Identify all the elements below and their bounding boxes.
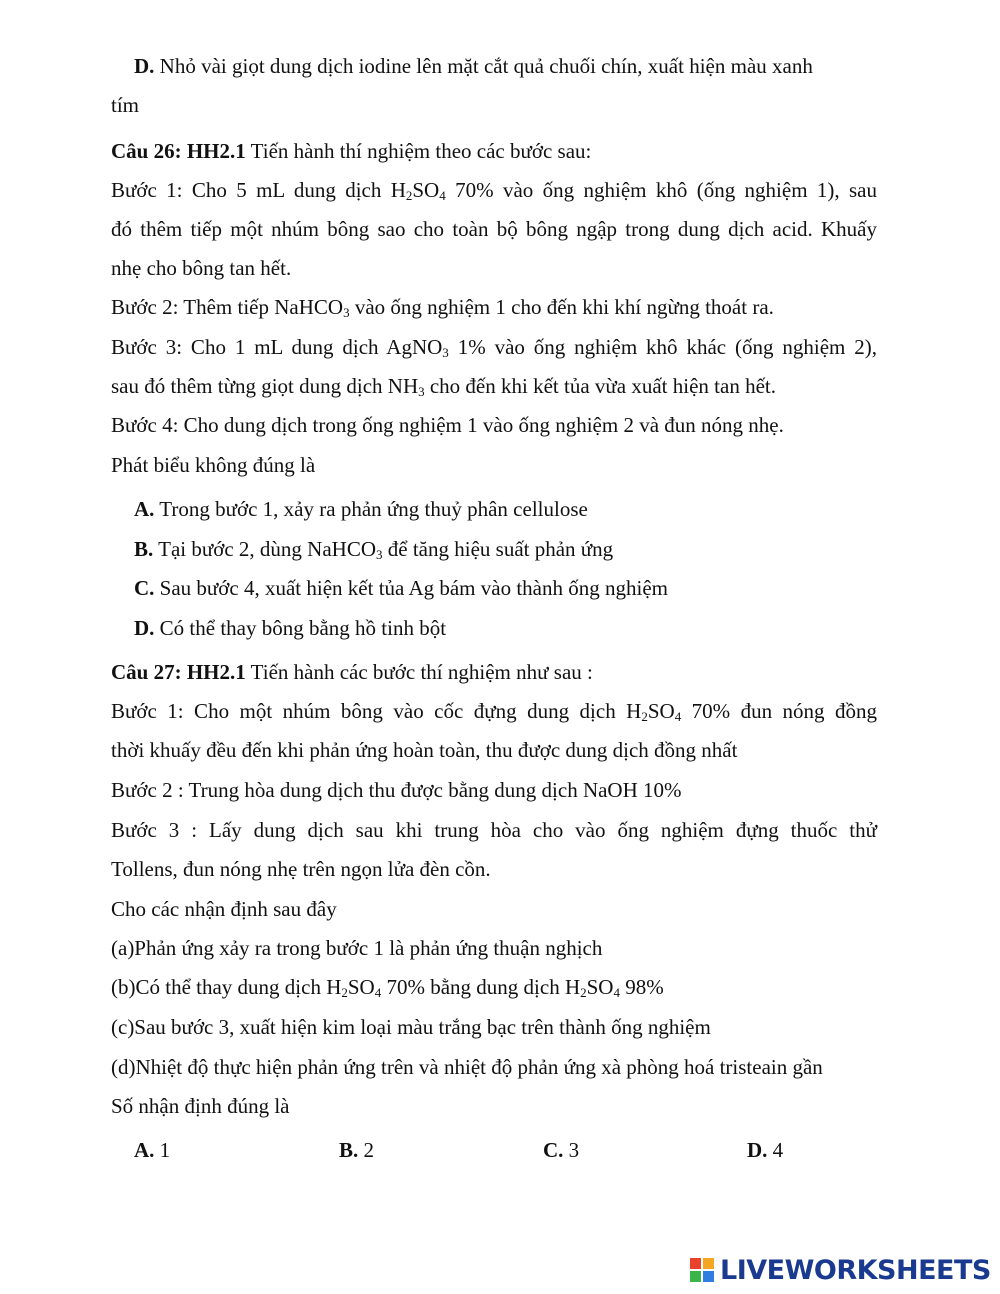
option-label: C. — [543, 1138, 564, 1162]
q27-statement-a: (a)Phản ứng xảy ra trong bước 1 là phản ứng thuận nghịch — [111, 936, 603, 960]
q26-step3-line2: sau đó thêm từng giọt dung dịch $NH_3$ cho đến khi kết tủa vừa xuất hiện tan hết. — [111, 374, 776, 399]
q26-step1-line2: đó thêm tiếp một nhúm bông sao cho toàn bộ bông ngập trong dung dịch acid. Khuấy — [111, 217, 877, 241]
q26-option-b[interactable]: B. Tại bước 2, dùng NaHCO$_3$ để tăng hiệu suất phản ứng — [134, 537, 614, 562]
q27-step1-line1: Bước 1: Cho một nhúm bông vào cốc đựng dung dịch $H_2SO_4$ 70% đun nóng đồng — [111, 699, 878, 724]
q27-answer-d[interactable] — [747, 1135, 783, 1165]
option-label: D. — [134, 54, 155, 78]
q26-step3-line1: Bước 3: Cho 1 mL dung dịch AgNO$_3$ 1% vào ống nghiệm khô khác (ống nghiệm 2), — [111, 335, 877, 360]
q27-answer-b[interactable] — [339, 1135, 374, 1165]
question-26-heading — [111, 136, 877, 166]
option-label: A. — [134, 1138, 155, 1162]
liveworksheets-logo-icon — [690, 1258, 716, 1282]
q26-option-d[interactable] — [134, 613, 900, 643]
option-label: C. — [134, 576, 155, 600]
option-text: Có thể thay bông bằng hồ tinh bột — [159, 616, 447, 640]
option-value: 3 — [568, 1138, 580, 1162]
q27-step2: Bước 2 : Trung hòa dung dịch thu được bằng dung dịch NaOH 10% — [111, 778, 682, 802]
question-intro: Tiến hành các bước thí nghiệm như sau : — [250, 660, 593, 684]
option-label: B. — [339, 1138, 359, 1162]
q26-option-c[interactable] — [134, 573, 900, 603]
question-27-heading — [111, 657, 877, 687]
option-label: A. — [134, 497, 155, 521]
q27-step1-line2: thời khuấy đều đến khi phản ứng hoàn toàn, thu được dung dịch đồng nhất — [111, 738, 738, 762]
q27-answer-a[interactable] — [134, 1135, 170, 1165]
q26-step1-line1: Bước 1: Cho 5 mL dung dịch $H_2SO_4$ 70% vào ống nghiệm khô (ống nghiệm 1), sau — [111, 178, 877, 203]
q27-step3-line1: Bước 3 : Lấy dung dịch sau khi trung hòa cho vào ống nghiệm đựng thuốc thử — [111, 818, 877, 842]
question-intro: Tiến hành thí nghiệm theo các bước sau: — [250, 139, 592, 163]
option-label: D. — [134, 616, 155, 640]
option-d-prev — [134, 51, 900, 81]
q27-prompt: Số nhận định đúng là — [111, 1094, 290, 1118]
question-code: HH2.1 — [186, 139, 246, 163]
option-value: 1 — [159, 1138, 171, 1162]
option-text: Trong bước 1, xảy ra phản ứng thuỷ phân cellulose — [159, 497, 588, 521]
option-label: B. — [134, 537, 154, 561]
question-number: Câu 27: — [111, 660, 182, 684]
option-text: Sau bước 4, xuất hiện kết tủa Ag bám vào thành ống nghiệm — [159, 576, 668, 600]
liveworksheets-logo-text: LIVEWORKSHEETS — [720, 1254, 991, 1286]
q27-step3-line2: Tollens, đun nóng nhẹ trên ngọn lửa đèn cồn. — [111, 857, 491, 881]
q26-option-a[interactable] — [134, 494, 900, 524]
q27-answer-c[interactable] — [543, 1135, 579, 1165]
q26-step1-line3: nhẹ cho bông tan hết. — [111, 256, 292, 280]
q27-statement-d: (d)Nhiệt độ thực hiện phản ứng trên và nhiệt độ phản ứng xà phòng hoá tristeain gần — [111, 1055, 823, 1079]
q26-prompt: Phát biểu không đúng là — [111, 453, 316, 477]
q26-step4: Bước 4: Cho dung dịch trong ống nghiệm 1 vào ống nghiệm 2 và đun nóng nhẹ. — [111, 413, 784, 437]
option-label: D. — [747, 1138, 768, 1162]
q27-statement-b: (b)Có thể thay dung dịch $H_2SO_4$ 70% bằng dung dịch $H_2SO_4$ 98% — [111, 975, 664, 1000]
option-d-prev-cont: tím — [111, 93, 140, 117]
option-text: Nhỏ vài giọt dung dịch iodine lên mặt cắt quả chuối chín, xuất hiện màu xanh — [159, 54, 813, 78]
liveworksheets-logo — [690, 1255, 991, 1285]
option-value: 4 — [772, 1138, 784, 1162]
q27-statements-intro: Cho các nhận định sau đây — [111, 897, 337, 921]
question-number: Câu 26: — [111, 139, 182, 163]
option-value: 2 — [363, 1138, 375, 1162]
question-code: HH2.1 — [186, 660, 246, 684]
q27-statement-c: (c)Sau bước 3, xuất hiện kim loại màu trắng bạc trên thành ống nghiệm — [111, 1015, 711, 1039]
q26-step2: Bước 2: Thêm tiếp NaHCO$_3$ vào ống nghiệm 1 cho đến khi khí ngừng thoát ra. — [111, 295, 774, 320]
